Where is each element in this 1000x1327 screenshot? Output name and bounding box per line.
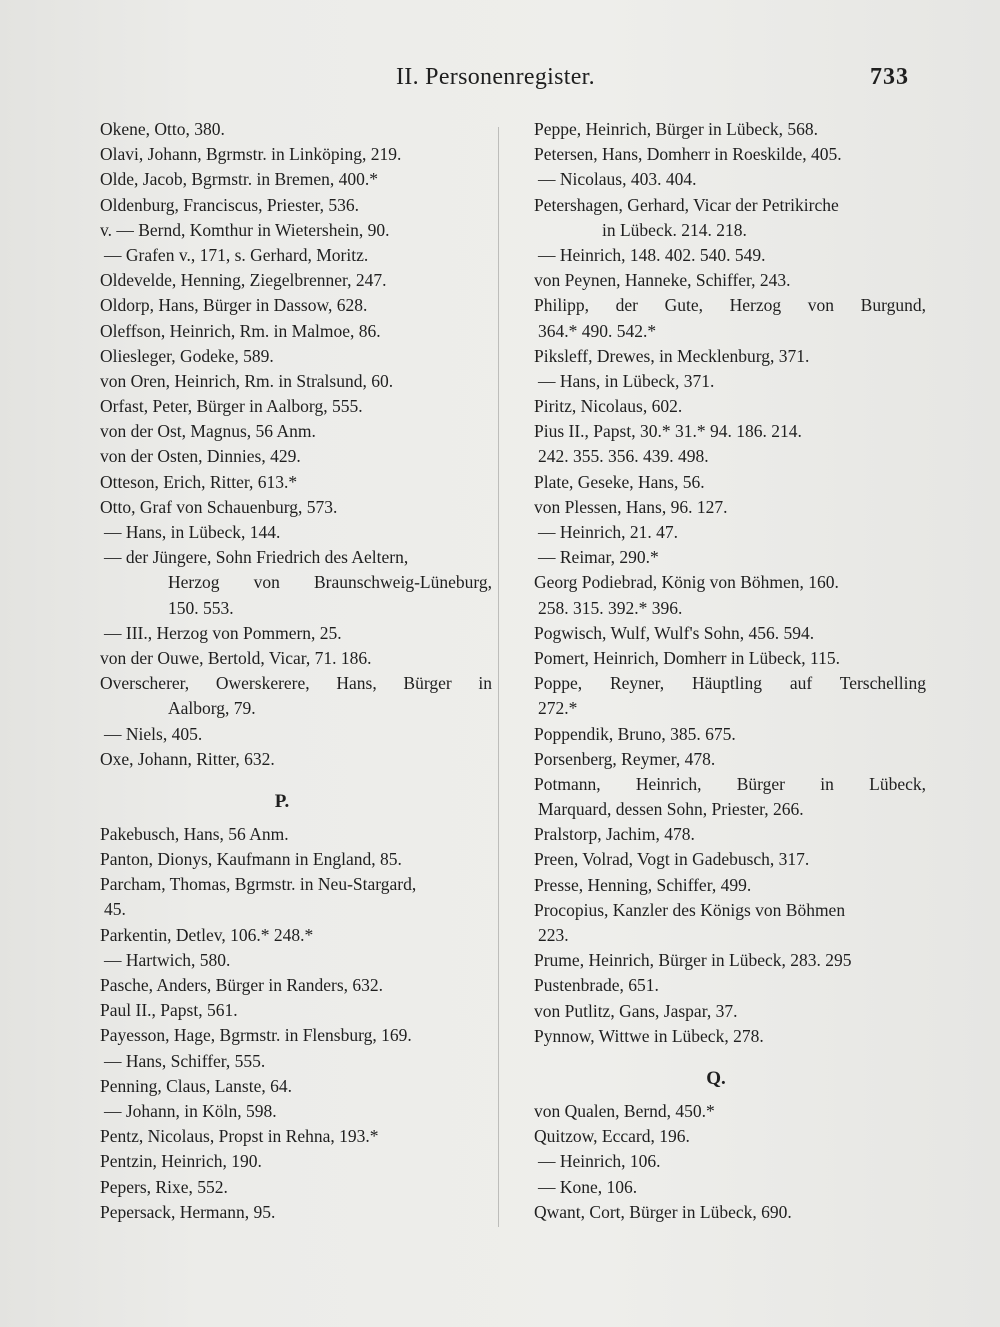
index-entry: in Lübeck. 214. 218.: [602, 219, 747, 240]
index-entry: Preen, Volrad, Vogt in Gadebusch, 317.: [534, 849, 810, 870]
index-entry: Pogwisch, Wulf, Wulf's Sohn, 456. 594.: [534, 622, 815, 643]
index-entry: Penning, Claus, Lanste, 64.: [100, 1075, 292, 1096]
index-entry: von Putlitz, Gans, Jaspar, 37.: [534, 1000, 738, 1021]
index-entry: Marquard, dessen Sohn, Priester, 266.: [538, 799, 804, 820]
index-entry: 45.: [104, 899, 126, 920]
index-entry: Pynnow, Wittwe in Lübeck, 278.: [534, 1025, 764, 1046]
index-entry: — Niels, 405.: [104, 723, 203, 744]
index-entry: Pakebusch, Hans, 56 Anm.: [100, 823, 289, 844]
index-entry: Plate, Geseke, Hans, 56.: [534, 471, 705, 492]
index-entry: Pasche, Anders, Bürger in Randers, 632.: [100, 975, 384, 995]
index-entry: Piksleff, Drewes, in Mecklenburg, 371.: [534, 345, 810, 366]
index-entry: Payesson, Hage, Bgrmstr. in Flensburg, 169.: [100, 1025, 412, 1046]
index-entry: Parkentin, Detlev, 106.* 248.*: [100, 924, 314, 945]
index-entry: — Hartwich, 580.: [104, 949, 231, 970]
right-column: [506, 117, 926, 1225]
index-entry: — Reimar, 290.*: [538, 547, 659, 568]
index-entry: Pentz, Nicolaus, Propst in Rehna, 193.*: [100, 1126, 379, 1147]
index-entry: Olde, Jacob, Bgrmstr. in Bremen, 400.*: [100, 169, 379, 190]
index-entry: von der Osten, Dinnies, 429.: [100, 446, 301, 467]
index-entry: Paul II., Papst, 561.: [100, 1000, 238, 1021]
index-entry: Panton, Dionys, Kaufmann in England, 85.: [100, 849, 402, 870]
index-entry: Overscherer, Owerskerere, Hans, Bürger in: [100, 673, 492, 694]
section-heading: Q.: [706, 1067, 726, 1089]
index-entry: Philipp, der Gute, Herzog von Burgund,: [534, 295, 926, 316]
index-entry: — Johann, in Köln, 598.: [104, 1100, 277, 1121]
index-entry: — der Jüngere, Sohn Friedrich des Aeltern,: [104, 547, 409, 568]
index-entry: Pentzin, Heinrich, 190.: [100, 1151, 262, 1172]
index-entry: 242. 355. 356. 439. 498.: [538, 446, 709, 467]
index-entry: Quitzow, Eccard, 196.: [534, 1126, 690, 1147]
index-entry: — Nicolaus, 403. 404.: [538, 169, 697, 190]
index-entry: Pius II., Papst, 30.* 31.* 94. 186. 214.: [534, 421, 802, 442]
index-entry: Herzog von Braunschweig-Lüneburg,: [168, 572, 492, 593]
index-entry: Okene, Otto, 380.: [100, 119, 225, 139]
index-entry: Olavi, Johann, Bgrmstr. in Linköping, 219.: [100, 144, 402, 165]
index-entry: Pralstorp, Jachim, 478.: [534, 824, 695, 845]
index-entry: von der Ouwe, Bertold, Vicar, 71. 186.: [100, 647, 372, 668]
index-entry: — Heinrich, 148. 402. 540. 549.: [538, 244, 766, 265]
index-entry: Aalborg, 79.: [168, 698, 256, 719]
index-entry: 150. 553.: [168, 597, 234, 618]
index-entry: Orfast, Peter, Bürger in Aalborg, 555.: [100, 396, 363, 417]
index-entry: Oldevelde, Henning, Ziegelbrenner, 247.: [100, 270, 387, 291]
index-entry: 258. 315. 392.* 396.: [538, 597, 683, 618]
index-entry: — Heinrich, 21. 47.: [538, 522, 678, 542]
index-entry: Oleffson, Heinrich, Rm. in Malmoe, 86.: [100, 320, 381, 341]
index-entry: Parcham, Thomas, Bgrmstr. in Neu-Stargard,: [100, 874, 417, 895]
index-entry: Poppendik, Bruno, 385. 675.: [534, 723, 736, 744]
index-entry: Prume, Heinrich, Bürger in Lübeck, 283. 295: [534, 950, 852, 971]
index-entry: Porsenberg, Reymer, 478.: [534, 748, 716, 769]
index-entry: 364.* 490. 542.*: [538, 320, 657, 341]
index-entry: — Hans, in Lübeck, 144.: [104, 522, 281, 542]
index-entry: Oxe, Johann, Ritter, 632.: [100, 748, 275, 769]
index-entry: von Oren, Heinrich, Rm. in Stralsund, 60.: [100, 370, 394, 391]
index-entry: Presse, Henning, Schiffer, 499.: [534, 874, 752, 895]
index-entry: Petershagen, Gerhard, Vicar der Petrikirche: [534, 194, 839, 215]
index-entry: von Plessen, Hans, 96. 127.: [534, 496, 728, 517]
page-number: 733: [870, 64, 909, 90]
index-entry: Procopius, Kanzler des Königs von Böhmen: [534, 899, 846, 920]
index-entry: 223.: [538, 925, 569, 945]
index-entry: Oldorp, Hans, Bürger in Dassow, 628.: [100, 295, 368, 316]
index-entry: 272.*: [538, 698, 578, 719]
index-entry: Pepersack, Hermann, 95.: [100, 1201, 276, 1222]
index-entry: v. — Bernd, Komthur in Wietershein, 90.: [100, 219, 390, 240]
index-entry: von Qualen, Bernd, 450.*: [534, 1100, 715, 1121]
index-entry: — Grafen v., 171, s. Gerhard, Moritz.: [104, 244, 369, 265]
index-entry: Otto, Graf von Schauenburg, 573.: [100, 496, 338, 517]
index-entry: Petersen, Hans, Domherr in Roeskilde, 405.: [534, 144, 842, 165]
page-header: [0, 62, 1000, 102]
section-heading: P.: [274, 790, 290, 812]
column-divider: [498, 127, 499, 1227]
index-entry: Peppe, Heinrich, Bürger in Lübeck, 568.: [534, 119, 818, 139]
page-title: II. Personenregister.: [396, 64, 595, 90]
index-entry: Otteson, Erich, Ritter, 613.*: [100, 471, 298, 492]
index-entry: Oldenburg, Franciscus, Priester, 536.: [100, 194, 360, 215]
index-entry: — Hans, in Lübeck, 371.: [538, 370, 715, 391]
index-entry: Poppe, Reyner, Häuptling auf Terschelling: [534, 673, 926, 694]
index-entry: Pustenbrade, 651.: [534, 975, 659, 996]
index-entry: — III., Herzog von Pommern, 25.: [104, 622, 342, 643]
index-entry: Potmann, Heinrich, Bürger in Lübeck,: [534, 773, 926, 794]
index-entry: von Peynen, Hanneke, Schiffer, 243.: [534, 270, 791, 291]
index-entry: — Heinrich, 106.: [538, 1151, 661, 1172]
index-entry: Qwant, Cort, Bürger in Lübeck, 690.: [534, 1201, 792, 1222]
index-entry: Pepers, Rixe, 552.: [100, 1176, 228, 1197]
index-entry: Oliesleger, Godeke, 589.: [100, 345, 274, 366]
index-entry: Piritz, Nicolaus, 602.: [534, 396, 683, 417]
left-column: [72, 117, 492, 1225]
index-entry: von der Ost, Magnus, 56 Anm.: [100, 421, 316, 442]
index-entry: Georg Podiebrad, König von Böhmen, 160.: [534, 572, 839, 593]
index-entry: — Hans, Schiffer, 555.: [104, 1050, 266, 1071]
index-entry: — Kone, 106.: [538, 1176, 638, 1197]
index-entry: Pomert, Heinrich, Domherr in Lübeck, 115.: [534, 647, 841, 668]
